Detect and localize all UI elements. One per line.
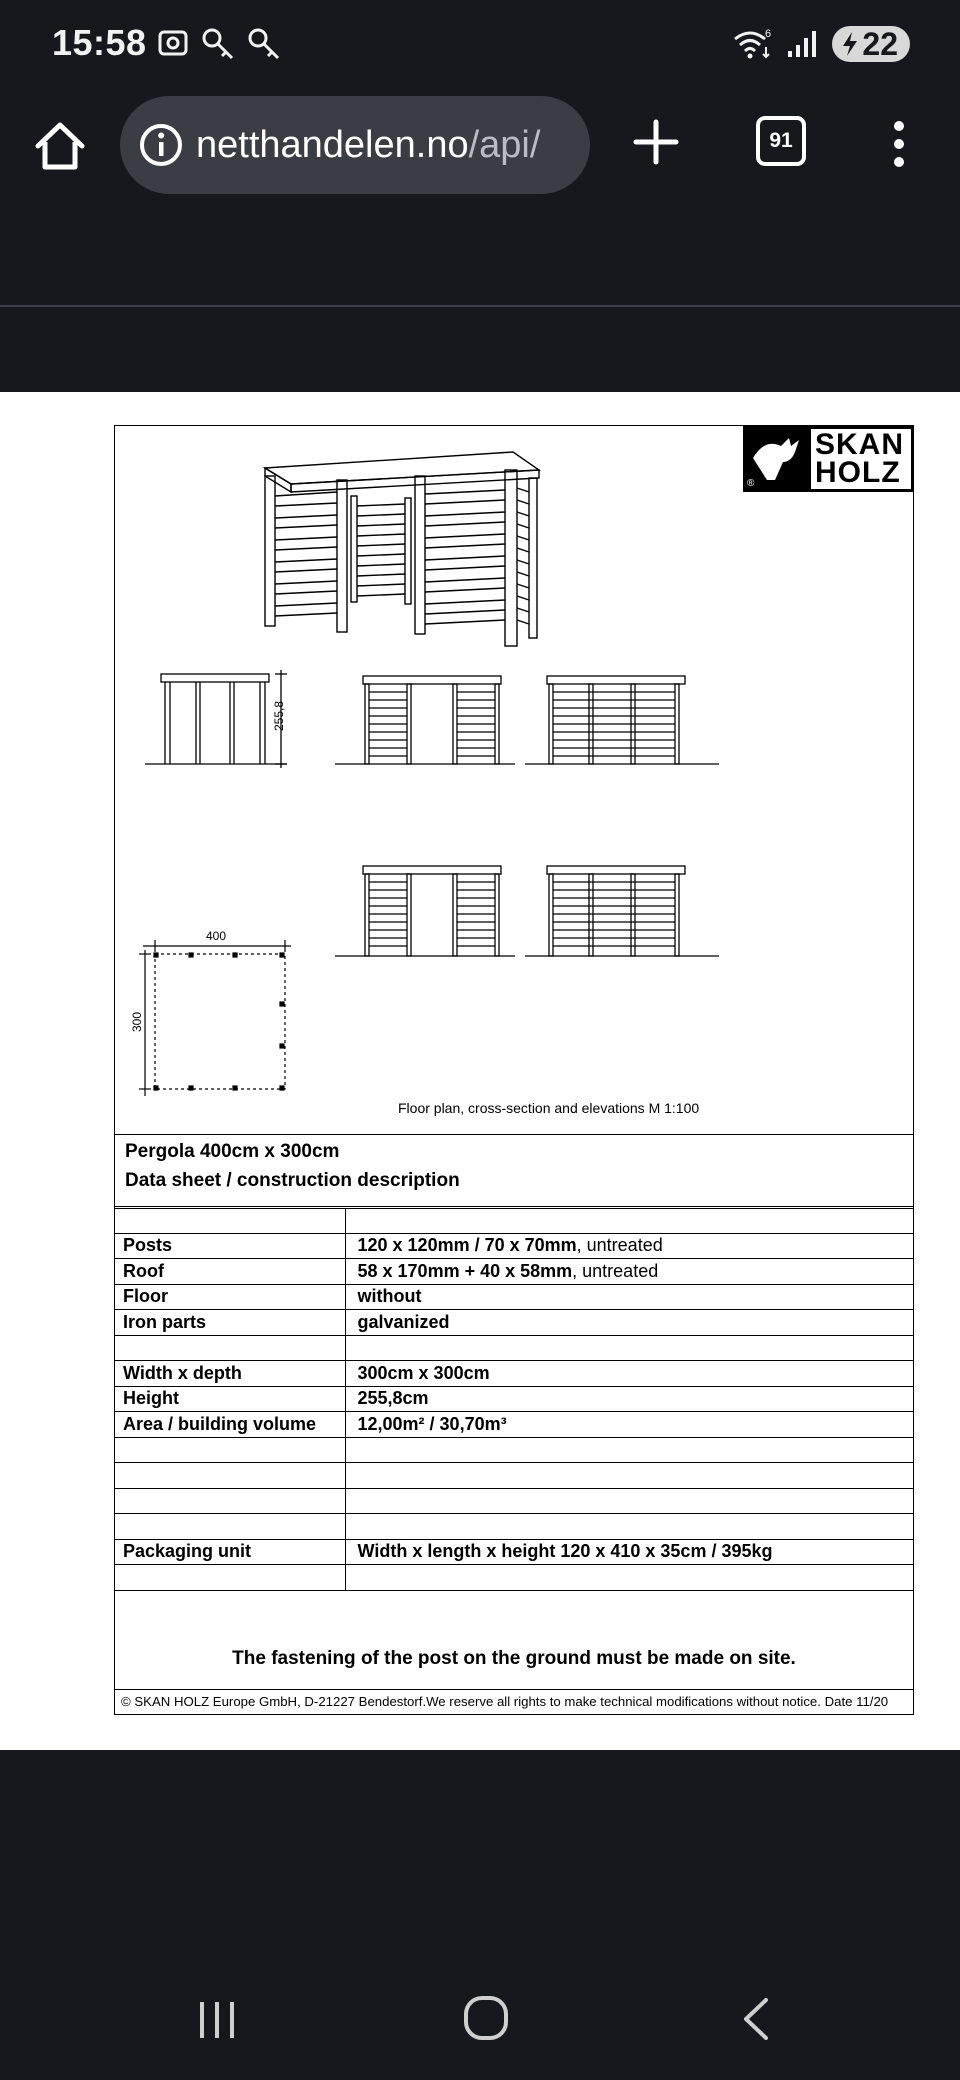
side-elevation bbox=[145, 670, 287, 768]
spec-label bbox=[115, 1488, 345, 1514]
spec-value-cell bbox=[345, 1208, 913, 1234]
width-dimension-label: 400 bbox=[206, 929, 227, 943]
spec-label: Roof bbox=[115, 1259, 345, 1285]
spec-value-cell bbox=[345, 1463, 913, 1489]
spec-value-suffix: , untreated bbox=[576, 1235, 663, 1256]
spec-row bbox=[115, 1488, 913, 1514]
spec-value-cell bbox=[345, 1284, 913, 1310]
spec-label: Iron parts bbox=[115, 1310, 345, 1336]
spec-value-cell bbox=[345, 1335, 913, 1361]
spec-label: Area / building volume bbox=[115, 1412, 345, 1438]
spec-label bbox=[115, 1208, 345, 1234]
spec-value: 58 x 170mm + 40 x 58mm bbox=[357, 1260, 573, 1281]
spec-row bbox=[115, 1259, 913, 1285]
url-text[interactable] bbox=[196, 124, 540, 167]
spec-label bbox=[115, 1335, 345, 1361]
spec-value-cell bbox=[345, 1361, 913, 1387]
right-panel-slats bbox=[425, 490, 505, 624]
recent-apps-icon[interactable] bbox=[196, 1998, 240, 2042]
info-icon[interactable] bbox=[138, 122, 184, 168]
spec-row bbox=[115, 1233, 913, 1259]
status-icons-left bbox=[156, 26, 282, 62]
copyright-footer: © SKAN HOLZ Europe GmbH, D-21227 Bendestorf.We reserve all rights to make technical modifications without notice. Date 11/20 bbox=[115, 1689, 913, 1709]
rear-elevation bbox=[525, 676, 719, 764]
signal-icon bbox=[786, 29, 820, 59]
cross-section-side bbox=[525, 866, 719, 956]
status-bar bbox=[0, 0, 960, 90]
spec-value: without bbox=[357, 1286, 422, 1307]
status-time: 15:58 bbox=[52, 22, 147, 63]
spec-value-cell bbox=[345, 1514, 913, 1540]
spec-row bbox=[115, 1361, 913, 1387]
home-nav-icon[interactable] bbox=[462, 1994, 510, 2042]
spec-row bbox=[115, 1386, 913, 1412]
installation-note: The fastening of the post on the ground must be made on site. bbox=[232, 1648, 796, 1669]
status-icons-right bbox=[732, 26, 910, 62]
spec-row bbox=[115, 1208, 913, 1234]
spec-value: Width x length x height 120 x 410 x 35cm / 395kg bbox=[357, 1541, 773, 1562]
technical-drawing bbox=[115, 426, 915, 1126]
key-icon bbox=[246, 26, 282, 62]
spec-value-cell bbox=[345, 1488, 913, 1514]
depth-dimension-label: 300 bbox=[130, 1011, 144, 1032]
spec-row bbox=[115, 1310, 913, 1336]
front-elevation bbox=[335, 676, 515, 764]
side-panel-slats bbox=[517, 488, 529, 624]
spec-label bbox=[115, 1514, 345, 1540]
cross-section-front bbox=[335, 866, 515, 956]
product-subtitle: Data sheet / construction description bbox=[125, 1170, 460, 1191]
registered-mark: ® bbox=[747, 478, 755, 489]
floor-plan bbox=[139, 940, 291, 1096]
height-dimension-label: 255,8 bbox=[272, 700, 286, 731]
logo-text-line2: HOLZ bbox=[815, 456, 901, 489]
spec-value: 12,00m² / 30,70m³ bbox=[357, 1413, 507, 1434]
moose-logo-icon bbox=[745, 428, 807, 490]
spec-label bbox=[115, 1463, 345, 1489]
spec-label bbox=[115, 1565, 345, 1591]
specs-table bbox=[115, 1206, 913, 1591]
address-bar[interactable] bbox=[120, 96, 590, 194]
spec-value: 255,8cm bbox=[357, 1388, 429, 1409]
system-nav-bar bbox=[0, 1960, 960, 2080]
charging-bolt-icon bbox=[840, 31, 860, 57]
spec-value-cell bbox=[345, 1310, 913, 1336]
spec-label: Posts bbox=[115, 1233, 345, 1259]
tabs-icon[interactable] bbox=[756, 116, 808, 168]
spec-label bbox=[115, 1437, 345, 1463]
plus-icon[interactable] bbox=[630, 116, 682, 168]
data-sheet bbox=[114, 425, 914, 1715]
spec-row bbox=[115, 1514, 913, 1540]
rear-elevation-slats bbox=[553, 692, 675, 756]
drawing-caption: Floor plan, cross-section and elevations M 1:100 bbox=[398, 1100, 700, 1116]
spec-value-cell bbox=[345, 1412, 913, 1438]
document-page[interactable] bbox=[0, 392, 960, 1750]
spec-row bbox=[115, 1335, 913, 1361]
left-panel-slats bbox=[275, 492, 337, 616]
network-type-label: 6 bbox=[765, 28, 772, 40]
spec-label: Packaging unit bbox=[115, 1539, 345, 1565]
toolbar-divider bbox=[0, 305, 960, 307]
spec-value-cell bbox=[345, 1386, 913, 1412]
spec-value-cell bbox=[345, 1437, 913, 1463]
spec-row bbox=[115, 1412, 913, 1438]
title-block bbox=[115, 1134, 913, 1195]
logo-text-box bbox=[811, 429, 911, 489]
skan-holz-logo bbox=[743, 426, 913, 492]
spec-value: 120 x 120mm / 70 x 70mm bbox=[357, 1235, 577, 1256]
logo-text-line1: SKAN bbox=[815, 428, 905, 461]
screenshot-icon bbox=[156, 26, 190, 60]
battery-level: 22 bbox=[862, 25, 898, 62]
spec-value-cell bbox=[345, 1565, 913, 1591]
browser-toolbar bbox=[0, 90, 960, 214]
spec-label: Width x depth bbox=[115, 1361, 345, 1387]
middle-panel-slats bbox=[357, 504, 405, 596]
url-path: /api/ bbox=[468, 123, 541, 166]
wifi-icon bbox=[732, 27, 774, 61]
product-title: Pergola 400cm x 300cm bbox=[125, 1141, 340, 1162]
spec-row bbox=[115, 1284, 913, 1310]
spec-row bbox=[115, 1539, 913, 1565]
back-icon[interactable] bbox=[740, 1996, 770, 2042]
spec-value: galvanized bbox=[357, 1311, 450, 1332]
more-vert-icon[interactable] bbox=[884, 118, 914, 170]
url-host: netthandelen.no bbox=[196, 123, 469, 166]
spec-value-cell bbox=[345, 1259, 913, 1285]
spec-row bbox=[115, 1463, 913, 1489]
home-icon[interactable] bbox=[32, 118, 88, 174]
perspective-view bbox=[265, 452, 539, 646]
tab-count: 91 bbox=[756, 116, 806, 166]
spec-value: 300cm x 300cm bbox=[357, 1362, 490, 1383]
battery-icon bbox=[832, 26, 910, 62]
spec-value-cell bbox=[345, 1539, 913, 1565]
spec-label: Height bbox=[115, 1386, 345, 1412]
key-icon bbox=[200, 26, 236, 62]
spec-label: Floor bbox=[115, 1284, 345, 1310]
spec-value-cell bbox=[345, 1233, 913, 1259]
spec-row bbox=[115, 1565, 913, 1591]
spec-row bbox=[115, 1437, 913, 1463]
front-elevation-slats bbox=[369, 692, 495, 756]
spec-value-suffix: , untreated bbox=[572, 1260, 659, 1281]
